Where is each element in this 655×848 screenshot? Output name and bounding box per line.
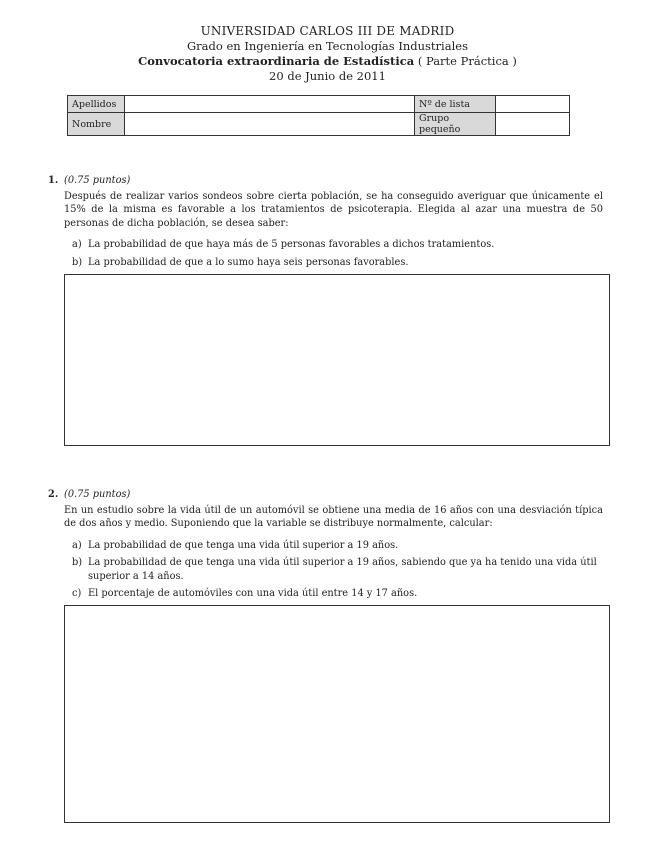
- item-letter: b): [72, 557, 83, 568]
- lista-field[interactable]: [496, 96, 570, 113]
- exam-header: [0, 24, 655, 84]
- exam-date: 20 de Junio de 2011: [269, 69, 386, 83]
- question-text: Después de realizar varios sondeos sobre cierta población, se ha conseguido averiguar que únicamente el 15% de la misma es favorable a los tratamientos de psicoterapia. Elegida al azar una muestra de 50 personas de dicha población, se desea saber:: [64, 190, 603, 229]
- list-item: [64, 238, 603, 252]
- nombre-field[interactable]: [125, 113, 415, 136]
- item-letter: b): [72, 256, 83, 268]
- answer-box-1[interactable]: [64, 274, 610, 446]
- answer-box-2[interactable]: [64, 605, 610, 823]
- grupo-label: Grupo pequeño: [415, 113, 496, 136]
- exam-title: [0, 54, 655, 69]
- question-number: 2.: [48, 489, 59, 500]
- item-letter: a): [72, 239, 82, 250]
- item-letter: c): [72, 588, 82, 599]
- item-letter: a): [72, 539, 82, 551]
- question-2: [48, 488, 603, 605]
- degree-name: Grado en Ingeniería en Tecnologías Industriales: [187, 39, 468, 53]
- exam-title-bold: Convocatoria extraordinaria de Estadística: [138, 54, 415, 68]
- nombre-label: Nombre: [68, 113, 125, 136]
- question-items: [64, 539, 603, 601]
- list-item: [64, 256, 603, 270]
- list-item: [64, 587, 603, 601]
- grupo-field[interactable]: [496, 113, 570, 136]
- question-points: (0.75 puntos): [64, 489, 131, 500]
- question-1: [48, 174, 603, 273]
- item-text: La probabilidad de que tenga una vida útil superior a 19 años, sabiendo que ya ha tenido una vida útil superior a 14 años.: [88, 557, 597, 582]
- item-text: La probabilidad de que haya más de 5 personas favorables a dichos tratamientos.: [88, 239, 495, 250]
- question-items: [64, 238, 603, 269]
- question-text: En un estudio sobre la vida útil de un automóvil se obtiene una media de 16 años con una desviación típica de dos años y medio. Suponiendo que la variable se distribuye normalmente, calcular:: [64, 504, 603, 529]
- item-text: El porcentaje de automóviles con una vida útil entre 14 y 17 años.: [88, 588, 418, 599]
- apellidos-label: Apellidos: [68, 96, 125, 113]
- item-text: La probabilidad de que tenga una vida útil superior a 19 años.: [88, 539, 399, 551]
- list-item: [64, 539, 603, 553]
- exam-part: ( Parte Práctica ): [414, 54, 517, 68]
- question-number: 1.: [48, 175, 59, 186]
- question-points: (0.75 puntos): [64, 175, 131, 186]
- list-item: [64, 556, 603, 583]
- item-text: La probabilidad de que a lo sumo haya seis personas favorables.: [88, 256, 409, 268]
- university-name: UNIVERSIDAD CARLOS III DE MADRID: [200, 24, 455, 38]
- lista-label: Nº de lista: [415, 96, 496, 113]
- question-header: [48, 174, 603, 188]
- question-header: [48, 488, 603, 502]
- apellidos-field[interactable]: [125, 96, 415, 113]
- student-id-table: [67, 95, 570, 136]
